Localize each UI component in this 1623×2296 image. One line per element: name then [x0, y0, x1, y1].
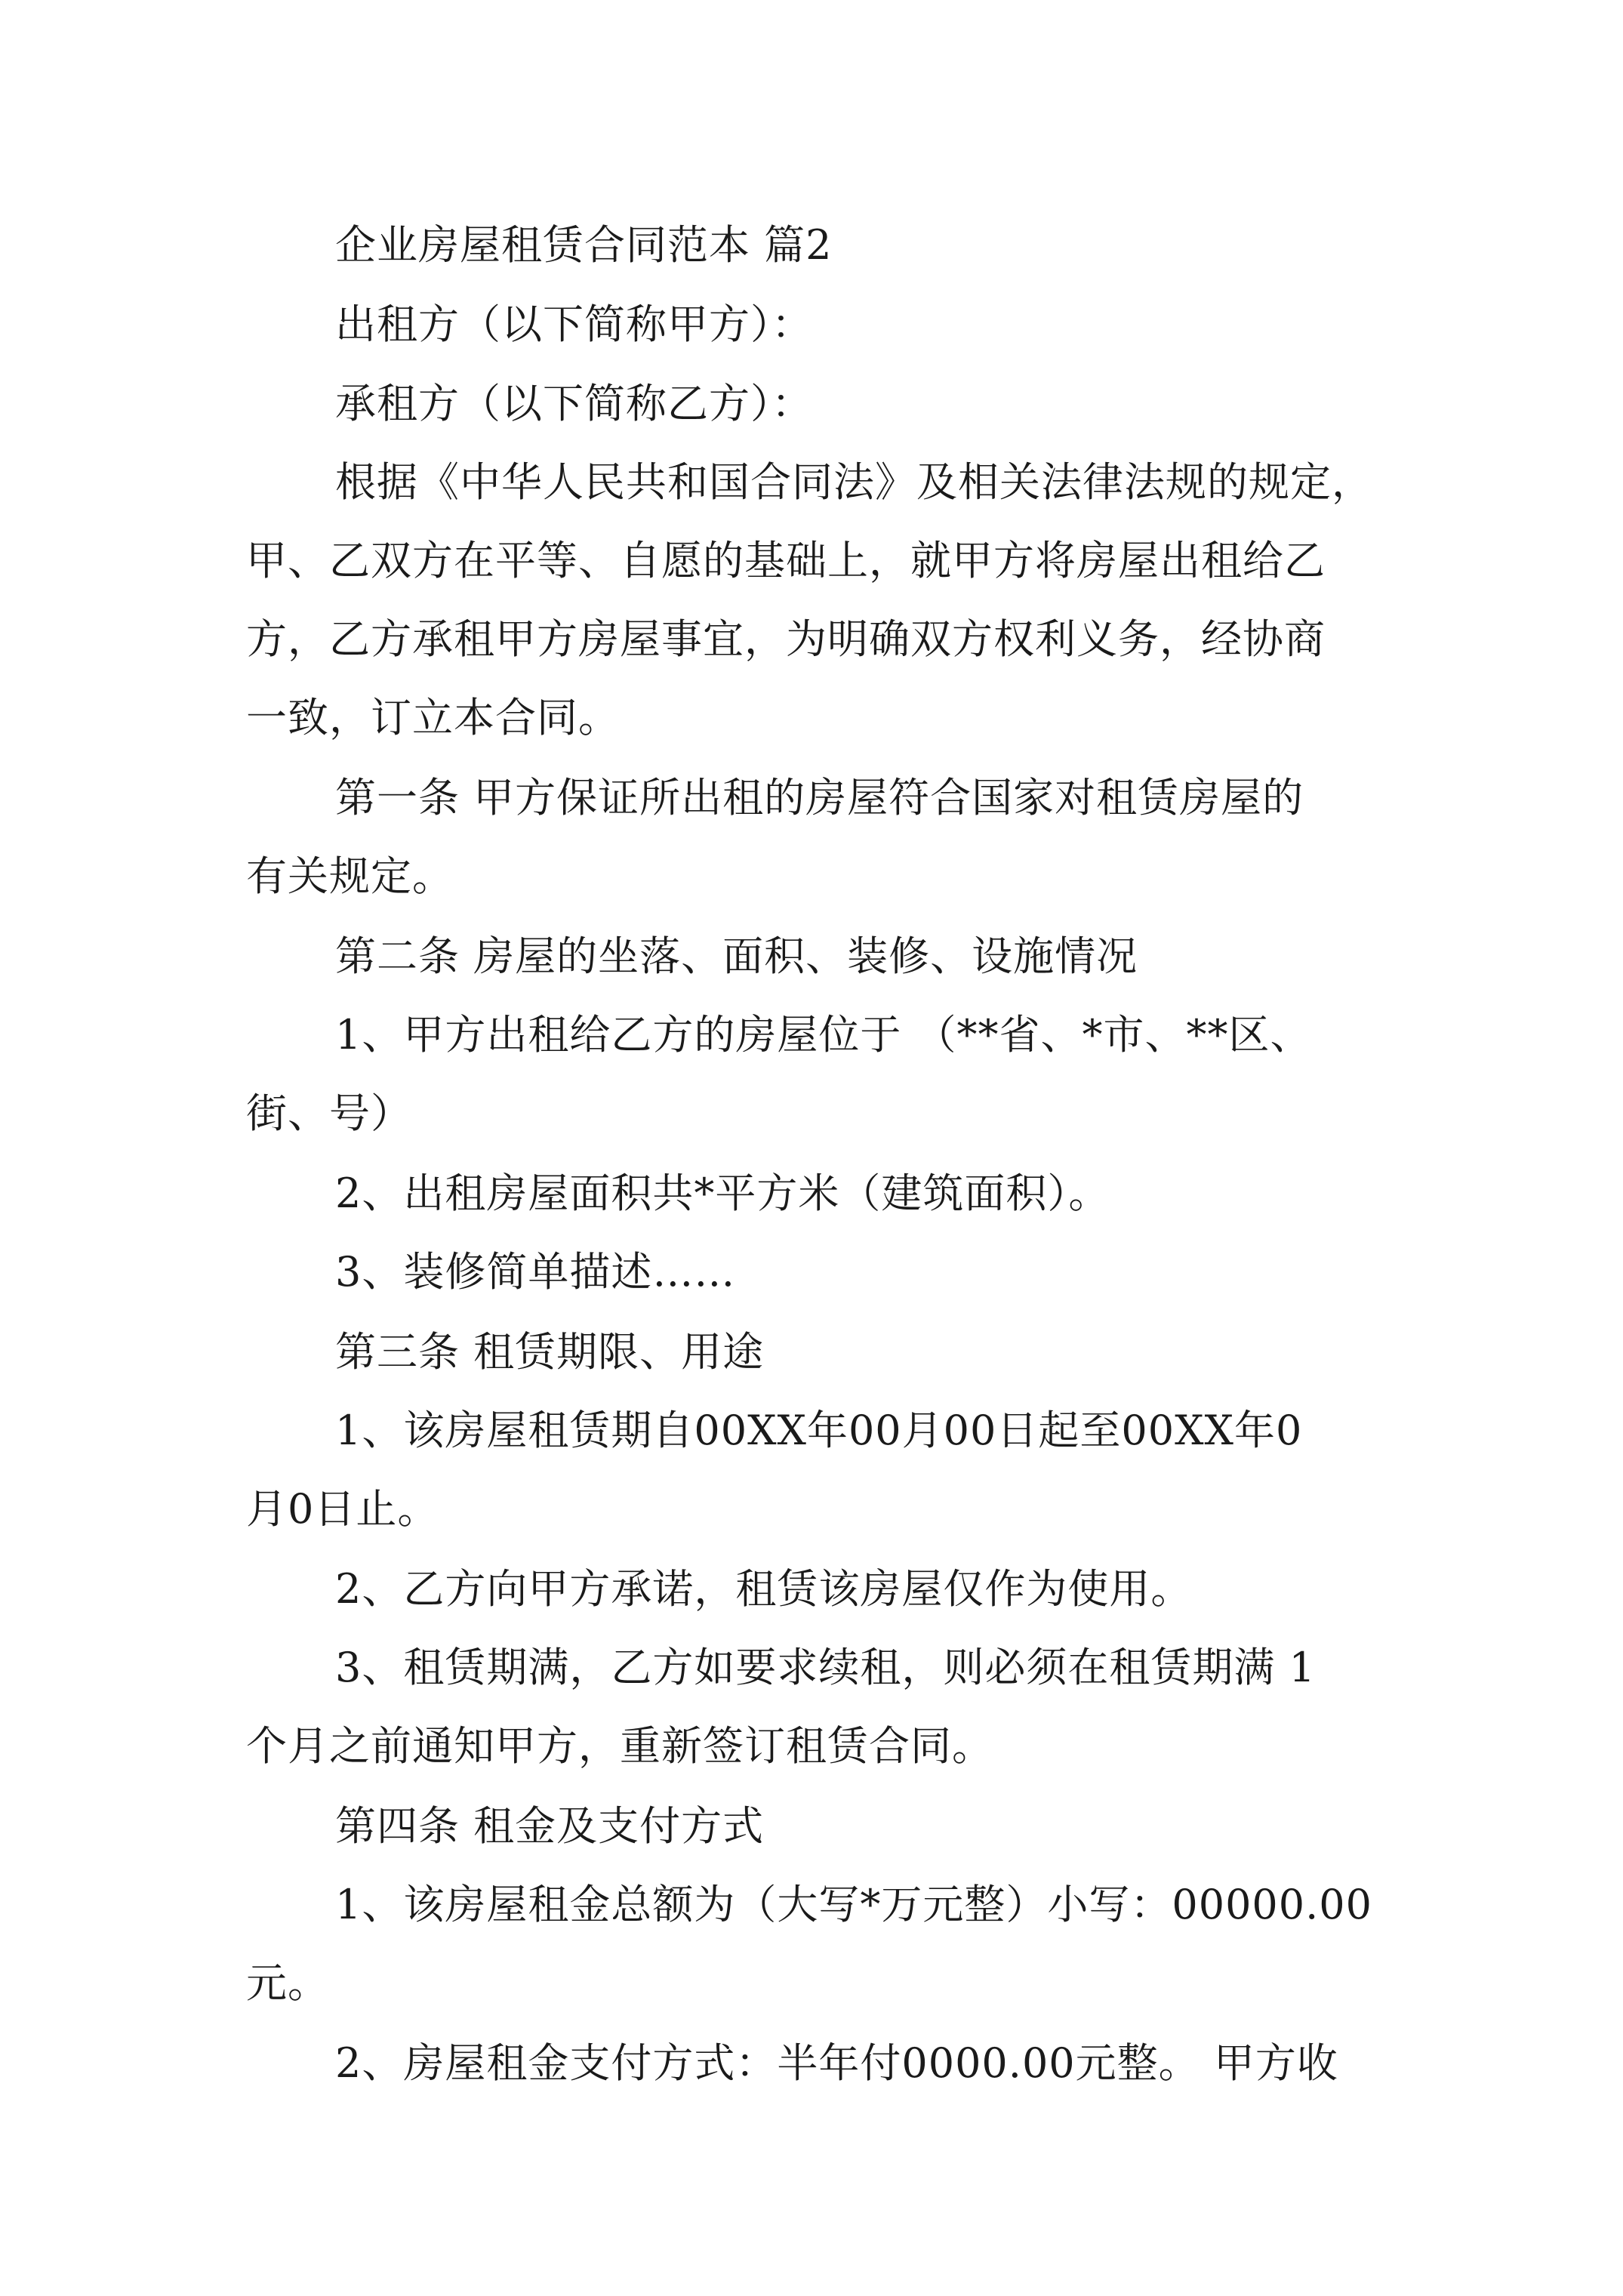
article-3-item-3-line-1: 3、租赁期满，乙方如要求续租，则必须在租赁期满 1 [335, 1644, 1316, 1691]
article-3-item-1-line-2: 月0日止。 [246, 1485, 439, 1533]
article-2-item-3: 3、装修简单描述…… [335, 1248, 736, 1296]
lessor-line: 出租方（以下简称甲方）： [335, 300, 813, 348]
document-title: 企业房屋租赁合同范本 篇2 [335, 221, 833, 269]
article-4-item-1-line-2: 元。 [246, 1959, 329, 2007]
lessee-line: 承租方（以下简称乙方）： [335, 380, 813, 427]
preamble-line-1: 根据《中华人民共和国合同法》及相关法律法规的规定， [335, 458, 1373, 506]
article-2-item-2: 2、出租房屋面积共*平方米（建筑面积）。 [335, 1170, 1110, 1217]
article-2-item-1-line-1: 1、甲方出租给乙方的房屋位于 （**省、*市、**区、 [335, 1011, 1312, 1059]
preamble-line-4: 一致，订立本合同。 [246, 694, 620, 741]
article-1-line-2: 有关规定。 [246, 852, 454, 900]
article-3-heading: 第三条 租赁期限、用途 [335, 1328, 765, 1376]
article-3-item-3-line-2: 个月之前通知甲方，重新签订租赁合同。 [246, 1722, 993, 1770]
article-2-heading: 第二条 房屋的坐落、面积、装修、设施情况 [335, 932, 1138, 980]
article-3-item-2: 2、乙方向甲方承诺，租赁该房屋仅作为使用。 [335, 1565, 1193, 1613]
article-4-item-1-line-1: 1、该房屋租金总额为（大写*万元整）小写：00000.00 [335, 1881, 1373, 1928]
article-4-item-2-line-1: 2、房屋租金支付方式：半年付0000.00元整。 甲方收 [335, 2039, 1338, 2087]
article-4-heading: 第四条 租金及支付方式 [335, 1802, 765, 1850]
article-3-item-1-line-1: 1、该房屋租赁期自00XX年00月00日起至00XX年0 [335, 1407, 1303, 1454]
article-1-line-1: 第一条 甲方保证所出租的房屋符合国家对租赁房屋的 [335, 774, 1304, 821]
article-2-item-1-line-2: 街、号） [246, 1089, 412, 1137]
preamble-line-2: 甲、乙双方在平等、自愿的基础上，就甲方将房屋出租给乙 [246, 537, 1326, 584]
preamble-line-3: 方，乙方承租甲方房屋事宜，为明确双方权利义务，经协商 [246, 615, 1326, 663]
